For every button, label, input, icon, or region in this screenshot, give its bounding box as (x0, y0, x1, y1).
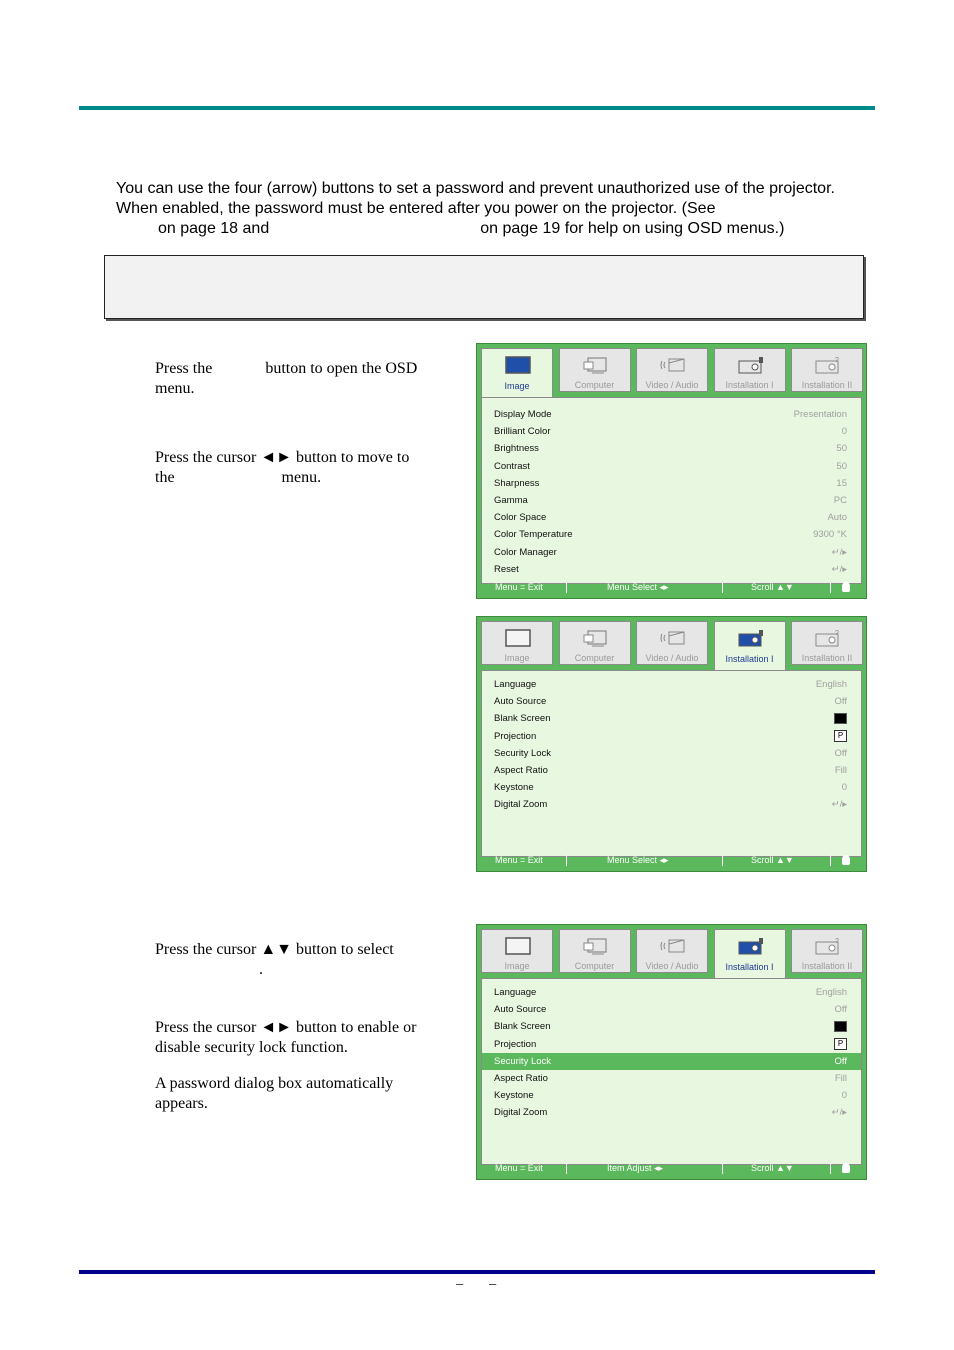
osd-tab-computer[interactable] (559, 621, 631, 665)
osd-row-display-mode[interactable] (482, 406, 861, 423)
osd-row-aspect-ratio[interactable] (482, 1070, 861, 1087)
lamp-icon (842, 855, 850, 865)
osd-tab-bar (481, 621, 862, 668)
osd-row-blank-screen[interactable] (482, 1018, 861, 1035)
osd-tab-label: Installation II (801, 653, 853, 663)
video-audio-tab-icon (659, 936, 687, 956)
step-2-text-c: menu. (281, 469, 322, 486)
osd-row-projection[interactable] (482, 1036, 861, 1053)
osd-tab-label: Installation I (725, 962, 774, 972)
osd-tab-label: Computer (574, 380, 615, 390)
osd-row-label: Keystone (494, 1090, 534, 1102)
osd-row-label: Keystone (494, 782, 534, 794)
osd-help-bar (481, 853, 862, 868)
osd-row-keystone[interactable] (482, 1087, 861, 1104)
osd-row-language[interactable] (482, 676, 861, 693)
video-audio-tab-icon (659, 355, 687, 375)
osd-menu-installation-1 (476, 616, 867, 872)
osd-row-value: 9300 °K (813, 529, 847, 541)
osd-tab-video-audio[interactable] (636, 348, 708, 392)
osd-row-label: Digital Zoom (494, 1107, 548, 1119)
osd-help-separator (722, 582, 723, 593)
osd-item-panel (481, 978, 862, 1165)
image-tab-icon (504, 628, 532, 648)
osd-row-value: ↵/▸ (831, 563, 847, 575)
osd-help-scroll: Scroll ▲▼ (751, 1163, 794, 1173)
osd-row-value: English (815, 987, 847, 998)
osd-help-scroll: Scroll ▲▼ (751, 582, 794, 592)
osd-menu-installation-1-security (476, 924, 867, 1180)
osd-tab-video-audio[interactable] (636, 621, 708, 665)
footer-dash-right: – (489, 1276, 497, 1291)
blank-screen-swatch (834, 1018, 847, 1035)
osd-tab-image[interactable] (481, 929, 553, 973)
osd-tab-image[interactable] (481, 621, 553, 665)
osd-tab-label: Computer (574, 961, 615, 971)
osd-row-label: Aspect Ratio (494, 765, 548, 776)
osd-row-label: Color Temperature (494, 529, 573, 541)
step-4 (155, 1018, 455, 1058)
computer-tab-icon (582, 936, 610, 956)
svg-text:?: ? (835, 357, 839, 364)
osd-tab-installation-ii[interactable] (791, 348, 863, 392)
intro-line-3b: on page 19 for help on using OSD menus.) (480, 220, 785, 237)
osd-row-value: 0 (841, 426, 847, 438)
osd-row-value: Fill (834, 765, 847, 776)
video-audio-tab-icon (659, 628, 687, 648)
osd-row-label: Projection (494, 1038, 537, 1050)
osd-row-value: Off (834, 696, 847, 708)
osd-row-label: Aspect Ratio (494, 1073, 548, 1084)
osd-row-brilliant-color[interactable] (482, 423, 861, 440)
osd-tab-label: Video / Audio (645, 380, 699, 390)
osd-tab-computer[interactable] (559, 929, 631, 973)
osd-tab-installation-i[interactable] (714, 621, 786, 671)
intro-line-1: You can use the four (arrow) buttons to set a password and prevent unauthorized use of the projector. (116, 180, 835, 197)
step-5 (155, 1074, 455, 1114)
osd-row-contrast[interactable] (482, 458, 861, 475)
osd-help-exit: Menu = Exit (495, 855, 543, 865)
osd-row-value: Presentation (793, 409, 847, 420)
osd-row-label: Digital Zoom (494, 799, 548, 811)
osd-row-value: ↵/▸ (831, 546, 847, 558)
step-2-text-b: the (155, 469, 175, 486)
osd-row-color-manager[interactable] (482, 544, 861, 561)
computer-tab-icon (582, 628, 610, 648)
osd-row-value: ↵/▸ (831, 799, 847, 811)
intro-line-2: When enabled, the password must be entered after you power on the projector. (See (116, 200, 716, 217)
step-1-text-c: menu. (155, 380, 195, 397)
osd-tab-label: Video / Audio (645, 961, 699, 971)
osd-row-value: 0 (841, 782, 847, 794)
osd-help-separator (830, 582, 831, 593)
projection-mode-value: P (834, 1038, 847, 1050)
step-5-text-a: A password dialog box automatically (155, 1075, 394, 1092)
osd-row-label: Blank Screen (494, 1021, 551, 1033)
osd-help-separator (830, 855, 831, 866)
computer-tab-icon (582, 355, 610, 375)
osd-row-projection[interactable] (482, 728, 861, 745)
installation-2-tab-icon (814, 628, 842, 648)
osd-item-panel (481, 670, 862, 857)
installation-1-tab-icon (737, 628, 765, 648)
osd-tab-installation-i[interactable] (714, 929, 786, 979)
installation-1-tab-icon (737, 355, 765, 375)
osd-tab-bar (481, 348, 862, 395)
step-1-text-a: Press the (155, 360, 213, 377)
osd-item-panel (481, 397, 862, 584)
osd-help-bar (481, 1161, 862, 1176)
osd-row-value: Auto (827, 512, 847, 524)
osd-help-mid: Menu Select ◂▸ (607, 855, 669, 865)
osd-tab-label: Installation II (801, 961, 853, 971)
osd-row-value: 50 (836, 443, 847, 455)
osd-row-label: Language (494, 679, 537, 690)
osd-row-color-temperature[interactable] (482, 526, 861, 543)
osd-help-exit: Menu = Exit (495, 1163, 543, 1173)
osd-help-separator (566, 855, 567, 866)
osd-tab-label: Installation I (725, 380, 774, 390)
lamp-icon (842, 582, 850, 592)
svg-text:?: ? (835, 938, 839, 945)
osd-tab-video-audio[interactable] (636, 929, 708, 973)
installation-2-tab-icon (814, 355, 842, 375)
osd-row-sharpness[interactable] (482, 475, 861, 492)
osd-help-exit: Menu = Exit (495, 582, 543, 592)
osd-help-bar (481, 580, 862, 595)
osd-row-label: Language (494, 987, 537, 998)
osd-row-keystone[interactable] (482, 779, 861, 796)
osd-row-value: 0 (841, 1090, 847, 1102)
osd-row-aspect-ratio[interactable] (482, 762, 861, 779)
osd-row-label: Display Mode (494, 409, 552, 420)
projection-mode-value: P (834, 730, 847, 742)
installation-2-tab-icon (814, 936, 842, 956)
osd-row-digital-zoom[interactable] (482, 1104, 861, 1121)
osd-row-value: Fill (834, 1073, 847, 1084)
osd-help-scroll: Scroll ▲▼ (751, 855, 794, 865)
osd-help-separator (566, 582, 567, 593)
osd-tab-label: Video / Audio (645, 653, 699, 663)
osd-row-gamma[interactable] (482, 492, 861, 509)
image-tab-icon (504, 355, 532, 375)
step-4-text-b: disable security lock function. (155, 1039, 348, 1056)
osd-row-auto-source[interactable] (482, 1001, 861, 1018)
osd-tab-bar (481, 929, 862, 976)
osd-row-label: Color Manager (494, 546, 557, 558)
installation-1-tab-icon (737, 936, 765, 956)
osd-tab-installation-i[interactable] (714, 348, 786, 392)
osd-row-label: Security Lock (494, 747, 552, 759)
osd-row-label: Sharpness (494, 477, 540, 489)
osd-row-language[interactable] (482, 984, 861, 1001)
osd-row-value: Off (834, 1055, 847, 1067)
step-3 (155, 940, 455, 980)
osd-row-label: Contrast (494, 460, 530, 472)
osd-row-value: 15 (836, 477, 847, 489)
osd-tab-label: Image (504, 381, 530, 391)
projection-mode-icon (834, 728, 847, 745)
step-3-text-b: . (259, 961, 263, 978)
step-2-text-a: Press the cursor ◄► button to move to (155, 449, 410, 466)
osd-help-mid: Menu Select ◂▸ (607, 582, 669, 592)
osd-row-value: 50 (836, 460, 847, 472)
osd-tab-computer[interactable] (559, 348, 631, 392)
osd-row-label: Color Space (494, 512, 547, 524)
osd-row-value: PC (833, 495, 847, 506)
step-3-text-a: Press the cursor ▲▼ button to select (155, 941, 394, 958)
osd-help-mid: Item Adjust ◂▸ (607, 1163, 664, 1173)
osd-tab-label: Image (504, 653, 530, 663)
osd-row-value: ↵/▸ (831, 1107, 847, 1119)
osd-row-reset[interactable] (482, 561, 861, 578)
osd-row-label: Gamma (494, 495, 528, 506)
footer-dash-left: – (456, 1276, 464, 1291)
osd-tab-label: Installation I (725, 654, 774, 664)
osd-row-auto-source[interactable] (482, 693, 861, 710)
projection-mode-icon (834, 1036, 847, 1053)
osd-row-security-lock[interactable] (482, 745, 861, 762)
intro-line-3a: on page 18 and (158, 220, 270, 237)
osd-tab-installation-ii[interactable] (791, 929, 863, 973)
osd-row-label: Auto Source (494, 696, 547, 708)
footer-rule (79, 1270, 875, 1274)
osd-help-separator (722, 1163, 723, 1174)
osd-tab-label: Computer (574, 653, 615, 663)
image-tab-icon (504, 936, 532, 956)
osd-row-value: Off (834, 1004, 847, 1016)
osd-row-brightness[interactable] (482, 440, 861, 457)
osd-row-label: Security Lock (494, 1055, 552, 1067)
osd-tab-installation-ii[interactable] (791, 621, 863, 665)
blank-screen-swatch (834, 710, 847, 727)
osd-row-value: Off (834, 747, 847, 759)
header-rule (79, 106, 875, 110)
osd-row-label: Projection (494, 730, 537, 742)
osd-help-separator (722, 855, 723, 866)
osd-row-label: Brilliant Color (494, 426, 551, 438)
step-5-text-b: appears. (155, 1095, 208, 1112)
osd-tab-label: Installation II (801, 380, 853, 390)
osd-row-label: Reset (494, 563, 519, 575)
step-1 (155, 359, 455, 399)
lamp-icon (842, 1163, 850, 1173)
osd-row-value: English (815, 679, 847, 690)
osd-row-blank-screen[interactable] (482, 710, 861, 727)
osd-help-separator (830, 1163, 831, 1174)
osd-row-label: Auto Source (494, 1004, 547, 1016)
osd-tab-image[interactable] (481, 348, 553, 398)
osd-row-label: Brightness (494, 443, 539, 455)
osd-row-security-lock[interactable] (482, 1053, 861, 1070)
osd-row-digital-zoom[interactable] (482, 796, 861, 813)
osd-tab-label: Image (504, 961, 530, 971)
osd-row-label: Blank Screen (494, 713, 551, 725)
step-2 (155, 448, 455, 488)
osd-help-separator (566, 1163, 567, 1174)
osd-row-color-space[interactable] (482, 509, 861, 526)
intro-paragraph (116, 179, 896, 239)
osd-menu-image (476, 343, 867, 599)
step-1-text-b: button to open the OSD (265, 360, 418, 377)
note-box (104, 255, 864, 319)
svg-text:?: ? (835, 630, 839, 637)
step-4-text-a: Press the cursor ◄► button to enable or (155, 1019, 417, 1036)
